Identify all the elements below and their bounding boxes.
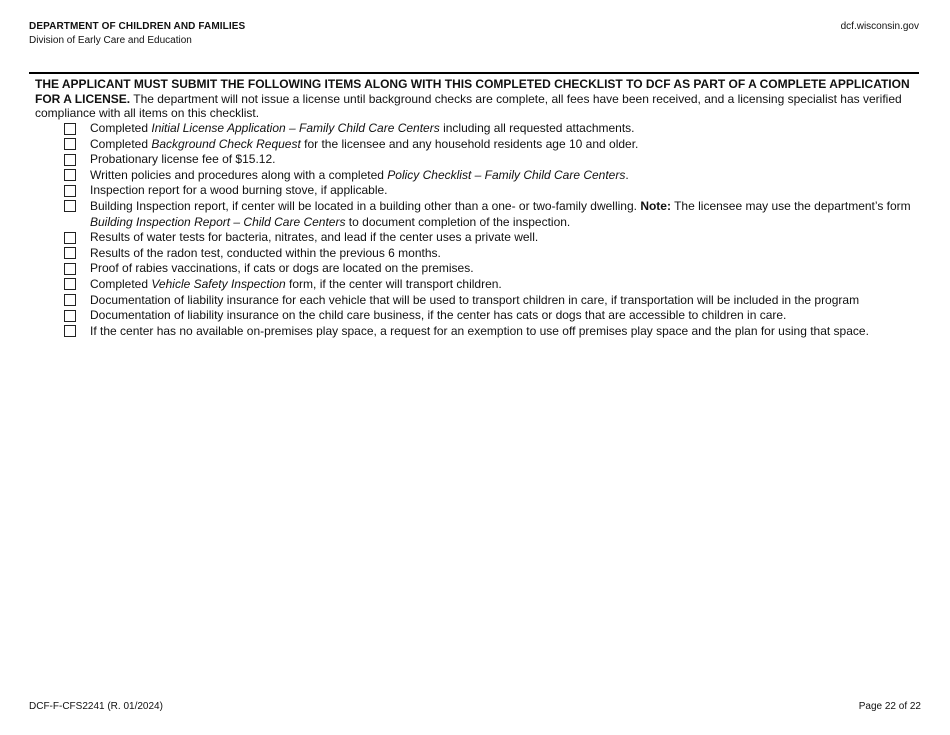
website-label: dcf.wisconsin.gov [840,21,919,32]
checklist-item [64,324,914,340]
checkbox[interactable] [64,263,76,275]
checklist-item-text: Inspection report for a wood burning stove, if applicable. [90,183,388,198]
checklist-item-text: Completed Background Check Request for the licensee and any household residents age 10 and older. [90,136,639,151]
checklist-item [64,199,914,230]
checklist-item-text: Completed Vehicle Safety Inspection form, if the center will transport children. [90,276,502,291]
checklist-item [64,183,914,199]
checklist-item [64,230,914,246]
page-number: Page 22 of 22 [858,701,921,712]
checklist-item [64,121,914,137]
checklist-item [64,246,914,262]
division-name: Division of Early Care and Education [29,35,192,46]
checklist-item [64,261,914,277]
department-name: DEPARTMENT OF CHILDREN AND FAMILIES [29,21,246,32]
checklist-item [64,277,914,293]
checkbox[interactable] [64,310,76,322]
checklist-item-text: If the center has no available on-premises play space, a request for an exemption to use off premises play space and the plan for using that space. [90,323,869,338]
checklist-item-text: Results of the radon test, conducted within the previous 6 months. [90,245,441,260]
checklist-item [64,308,914,324]
checkbox[interactable] [64,169,76,181]
checklist-item [64,168,914,184]
header-divider [29,72,919,74]
intro-paragraph [35,77,913,121]
checklist-item [64,152,914,168]
checklist-item-text: Results of water tests for bacteria, nitrates, and lead if the center uses a private well. [90,230,539,245]
checklist-item-text: Written policies and procedures along with a completed Policy Checklist – Family Child Care Centers. [90,167,629,182]
page-header [29,21,245,47]
checkbox[interactable] [64,138,76,150]
checkbox[interactable] [64,247,76,259]
checkbox[interactable] [64,232,76,244]
checkbox[interactable] [64,123,76,135]
checklist-item [64,137,914,153]
checkbox[interactable] [64,154,76,166]
application-checklist [64,121,914,339]
checklist-item-text: Proof of rabies vaccinations, if cats or dogs are located on the premises. [90,261,474,276]
checkbox[interactable] [64,200,76,212]
form-number: DCF-F-CFS2241 (R. 01/2024) [29,701,163,712]
checkbox[interactable] [64,325,76,337]
checkbox[interactable] [64,185,76,197]
checklist-item-text: Documentation of liability insurance on the child care business, if the center has cats or dogs that are accessible to children in care. [90,308,787,323]
checklist-item-text: Documentation of liability insurance for each vehicle that will be used to transport children in care, if transportation will be included in the program [90,292,860,307]
checklist-item-text: Probationary license fee of $15.12. [90,152,276,167]
intro-bold-text: THE APPLICANT MUST SUBMIT THE FOLLOWING ITEMS ALONG WITH THIS COMPLETED CHECKLIST TO DCF AS PART OF A COMPLETE APPLICATION FOR A LICENSE. [35,77,910,106]
checklist-item [64,293,914,309]
checkbox[interactable] [64,278,76,290]
intro-text: The department will not issue a license until background checks are complete, all fees have been received, and a licensing specialist has verified compliance with all items on this checklist. [35,91,902,121]
checkbox[interactable] [64,294,76,306]
checklist-item-text: Completed Initial License Application – Family Child Care Centers including all requested attachments. [90,121,635,135]
checklist-item-text: Building Inspection report, if center will be located in a building other than a one- or two-family dwelling. Note: The licensee may use the department’s form Building Inspection Report – Child Care Centers to document completion of the inspection. [90,198,911,229]
